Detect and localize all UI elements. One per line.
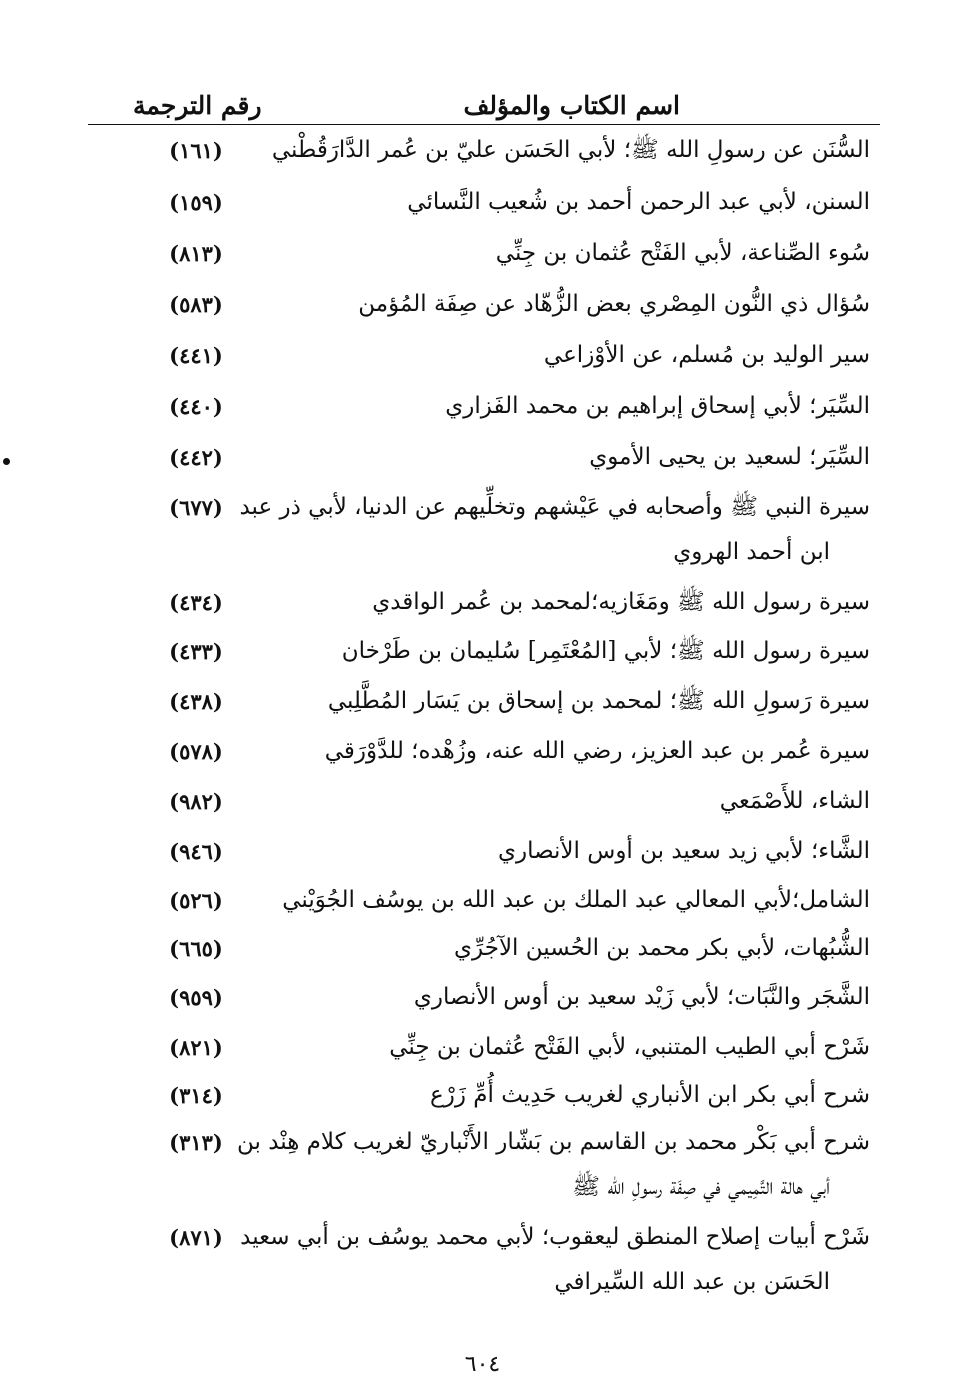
entry-title: سيرة رسول الله ﷺ؛ لأبي [المُعْتَمِر] سُليمان بن طَرْخان xyxy=(341,638,870,664)
entry-title: السِّيَر؛ لأبي إسحاق إبراهيم بن محمد الفَزاري xyxy=(445,393,870,419)
entry-title: الشُّبُهات، لأبي بكر محمد بن الحُسين الآجُرِّي xyxy=(454,935,870,961)
table-header xyxy=(88,84,880,125)
entry-number: (٥٧٨) xyxy=(169,739,223,764)
entry-number: (٤٤٢) xyxy=(169,445,223,470)
entry-number: (٥٢٦) xyxy=(169,888,223,913)
entry-title: شَرْح أبيات إصلاح المنطق ليعقوب؛ لأبي محمد يوسُف بن أبي سعيد الحَسَن بن عبد الله السِّيرافي xyxy=(260,1215,870,1305)
entry-title: سيرة النبي ﷺ وأصحابه في عَيْشهم وتخلِّيهم عن الدنيا، لأبي ذر عبد ابن أحمد الهروي xyxy=(260,485,870,575)
entry-number: (٤٣٤) xyxy=(169,590,223,615)
entry-title: السنن، لأبي عبد الرحمن أحمد بن شُعيب النَّسائي xyxy=(407,189,870,215)
entry-number: (٤٤٠) xyxy=(169,394,223,419)
entry-number: (٨١٣) xyxy=(169,241,223,266)
entry-title: سيرة عُمر بن عبد العزيز، رضي الله عنه، وزُهْده؛ للدَّوْرَقي xyxy=(324,738,870,764)
entry-number: (٣١٤) xyxy=(169,1083,223,1108)
entry-number: (٨٧١) xyxy=(169,1225,223,1250)
entry-title: السِّيَر؛ لسعيد بن يحيى الأموي xyxy=(589,444,870,470)
entry-title: السُّنَن عن رسولِ الله ﷺ؛ لأبي الحَسَن عليّ بن عُمر الدَّارَقُطْني xyxy=(271,137,870,163)
entry-title: سيرة رَسولِ الله ﷺ؛ لمحمد بن إسحاق بن يَسَار المُطَّلِبي xyxy=(327,688,870,714)
entry-number: (١٥٩) xyxy=(169,190,223,215)
entry-number: (٩٤٦) xyxy=(169,839,223,864)
entry-title: شرح أبي بَكْر محمد بن القاسم بن بَشّار الأَنْباريّ لغريب كلام هِنْد بن أبي هالة التَّمِيمي في صِفَة رسولِ الله ﷺ xyxy=(260,1120,870,1210)
margin-ink-dot xyxy=(3,458,10,465)
entry-number: (٣١٣) xyxy=(169,1130,223,1155)
entry-title: الشَّجَر والنَّبَات؛ لأبي زَيْد سعيد بن أوس الأنصاري xyxy=(413,984,870,1010)
entry-number: (٥٨٣) xyxy=(169,292,223,317)
entry-title: شرح أبي بكر ابن الأنباري لغريب حَدِيث أُمِّ زَرْع xyxy=(430,1082,870,1108)
entry-number: (٩٨٢) xyxy=(169,789,223,814)
entry-title: سُؤال ذي النُّون المِصْري بعض الزُّهّاد عن صِفَة المُؤمن xyxy=(358,291,870,317)
entry-number: (٦٦٥) xyxy=(169,936,223,961)
entry-number: (١٦١) xyxy=(169,138,223,163)
entry-title: الشَّاء؛ لأبي زيد سعيد بن أوس الأنصاري xyxy=(497,838,870,864)
entry-title-continuation: الحَسَن بن عبد الله السِّيرافي xyxy=(554,1269,830,1295)
entry-title: الشامل؛لأبي المعالي عبد الملك بن عبد الله بن يوسُف الجُوَيْني xyxy=(282,887,870,913)
entry-number: (٤٣٨) xyxy=(169,689,223,714)
entry-number: (٤٣٣) xyxy=(169,639,223,664)
entry-number: (٦٧٧) xyxy=(169,495,223,520)
entry-number: (٤٤١) xyxy=(169,343,223,368)
page-number: ٦٠٤ xyxy=(464,1352,501,1377)
header-entry-number-column: رقم الترجمة xyxy=(133,91,262,120)
entry-title-continuation: ابن أحمد الهروي xyxy=(673,539,830,565)
entry-title: سيرة رسول الله ﷺ ومَغَازيه؛لمحمد بن عُمر الواقدي xyxy=(372,589,870,615)
entry-number: (٩٥٩) xyxy=(169,985,223,1010)
entry-title: الشاء، للأَصْمَعي xyxy=(719,788,870,814)
entry-title-continuation: أبي هالة التَّمِيمي في صِفَة رسولِ الله ﷺ xyxy=(572,1174,830,1200)
entry-title: شَرْح أبي الطيب المتنبي، لأبي الفَتْح عُثمان بن جِنِّي xyxy=(389,1034,870,1060)
entry-title: سُوء الصِّناعة، لأبي الفَتْح عُثمان بن جِنِّي xyxy=(495,240,870,266)
entry-title: سير الوليد بن مُسلم، عن الأوْزاعي xyxy=(543,342,870,368)
entry-number: (٨٢١) xyxy=(169,1035,223,1060)
header-book-title-column: اسم الكتاب والمؤلف xyxy=(463,91,680,120)
